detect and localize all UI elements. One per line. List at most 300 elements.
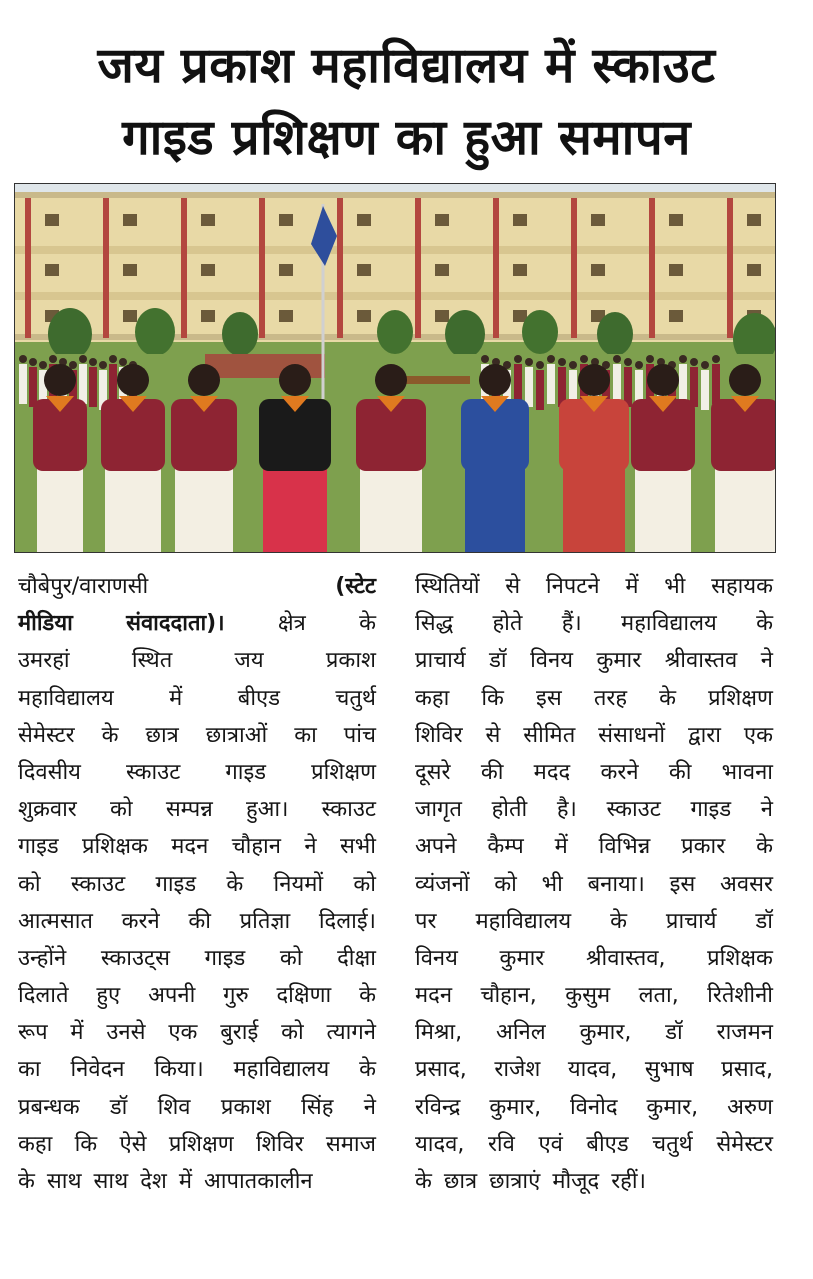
article-word: इस [536, 685, 562, 711]
article-word: महाविद्यालय [475, 908, 572, 934]
article-word: में [625, 574, 639, 599]
article-word: शिविर [415, 722, 463, 748]
student-head [580, 355, 588, 363]
window [279, 264, 293, 276]
window [123, 310, 137, 322]
article-word: की [668, 759, 692, 785]
article-word: सुभाष [644, 1057, 694, 1083]
student-head [690, 358, 698, 366]
article-line [415, 828, 773, 865]
headline-line-2: गाइड प्रशिक्षण का हुआ समापन [122, 109, 691, 166]
article-column-right [415, 568, 773, 1200]
student-lower [175, 464, 233, 552]
article-word: राजमन [716, 1020, 773, 1046]
article-word: सिद्ध [415, 611, 454, 637]
student [29, 367, 37, 407]
pillar [493, 198, 499, 338]
article-word: प्रशिक्षक [82, 834, 148, 860]
article-word: ने [363, 1094, 376, 1120]
student-lower [635, 464, 691, 552]
article-word: निपटने [545, 574, 600, 599]
article-word: ने [304, 834, 317, 860]
article-word: कुसुम [565, 983, 611, 1009]
article-word: स्काउट [70, 871, 126, 897]
student [712, 364, 720, 404]
window [513, 214, 527, 226]
student-head [729, 364, 761, 396]
article-word: प्रसाद, [721, 1057, 773, 1083]
article-word: जय [234, 648, 264, 674]
article-word: यादव, [567, 1057, 618, 1083]
article-word: कहा [18, 1131, 53, 1157]
pillar [649, 198, 655, 338]
article-word: जागृत [415, 797, 462, 823]
article-word: स्थितियों [415, 574, 480, 599]
student-head [29, 358, 37, 366]
article-line [18, 791, 376, 828]
student-head [49, 355, 57, 363]
article-word: विभिन्न [598, 834, 651, 860]
student [690, 367, 698, 407]
article-word: की [480, 759, 504, 785]
student-head [79, 355, 87, 363]
article-word: बीएड [237, 685, 280, 711]
article-line [415, 903, 773, 940]
article-word: पांच [343, 722, 376, 748]
article-word: एक [168, 1020, 198, 1046]
window [513, 264, 527, 276]
article-word: मौजूद [552, 1169, 600, 1194]
article-line [18, 1014, 376, 1051]
article-word: संवाददाता)। [126, 611, 225, 637]
article-word: का [294, 722, 317, 748]
article-word: श्रीवास्तव [664, 648, 738, 674]
article-line [18, 828, 376, 865]
window [45, 214, 59, 226]
article-word: बीएड [586, 1131, 629, 1157]
article-column-left [18, 568, 376, 1200]
article-line [18, 680, 376, 717]
article-word: गुरु [223, 983, 249, 1009]
article-word: में [70, 1020, 84, 1046]
window [669, 214, 683, 226]
article-word: अपने [415, 834, 457, 860]
window [201, 310, 215, 322]
student-head [624, 358, 632, 366]
article-line [415, 1089, 773, 1126]
article-word: प्रकार [681, 834, 726, 860]
article-word: सभी [339, 834, 376, 860]
article-word: लता, [638, 983, 679, 1009]
article-word: भावना [721, 759, 773, 785]
article-word: रहीं। [611, 1169, 646, 1194]
article-word: चतुर्थ [335, 685, 376, 711]
article-word: मदन [415, 983, 453, 1009]
window [123, 214, 137, 226]
article-line [18, 754, 376, 791]
article-word: का [18, 1057, 41, 1083]
article-word: प्रशिक्षक [707, 945, 773, 971]
article-word: किया। [154, 1057, 204, 1083]
article-word: मदद [533, 759, 571, 785]
article-word: डॉ [109, 1094, 128, 1120]
article-word: के [415, 1169, 432, 1194]
window [669, 264, 683, 276]
article-word: रविन्द्र [415, 1094, 461, 1120]
article-word: मीडिया [18, 611, 73, 637]
student-head [19, 355, 27, 363]
window [435, 310, 449, 322]
pillar [571, 198, 577, 338]
student-head [525, 358, 533, 366]
article-word: प्रबन्धक [18, 1094, 80, 1120]
student-head [188, 364, 220, 396]
article-word: पर [415, 908, 437, 934]
student-head [558, 358, 566, 366]
article-word: एवं [538, 1131, 563, 1157]
article-word: होती [491, 797, 528, 823]
student-lower [360, 464, 422, 552]
article-line [18, 1126, 376, 1163]
student-head [647, 364, 679, 396]
article-word: महाविद्यालय [621, 611, 717, 637]
article-word: बुराई [220, 1020, 259, 1046]
article-word: डॉ [755, 908, 773, 934]
article-word: स्काउट्स [100, 945, 171, 971]
article-word: महाविद्यालय [18, 685, 114, 711]
window [435, 214, 449, 226]
student-head [279, 364, 311, 396]
student [613, 364, 621, 404]
article-word: चौहान [231, 834, 281, 860]
window [201, 214, 215, 226]
student-torso [711, 399, 775, 471]
article-line [415, 1126, 773, 1163]
student-head [109, 355, 117, 363]
student-head [479, 364, 511, 396]
article-word: द्वारा [687, 722, 721, 748]
article-word: रवि [487, 1131, 515, 1157]
article-word: उन्होंने [18, 945, 67, 971]
article-word: छात्र [443, 1169, 478, 1194]
student-head [547, 355, 555, 363]
article-word: स्थित [131, 648, 173, 674]
article-line [18, 866, 376, 903]
pillar [103, 198, 109, 338]
news-photo [14, 183, 776, 553]
student [109, 364, 117, 404]
article-word: संसाधनों [598, 722, 666, 748]
article-word: उनसे [106, 1020, 146, 1046]
article-word: कुमार [596, 648, 642, 674]
article-word: हैं। [561, 611, 582, 637]
article-word: ने [760, 648, 773, 674]
article-word: को [110, 797, 133, 823]
article-line [415, 977, 773, 1014]
article-word: प्रशिक्षण [311, 759, 376, 785]
article-word: में [178, 1169, 192, 1194]
pillar [181, 198, 187, 338]
student-head [89, 358, 97, 366]
article-word: से [485, 722, 501, 748]
article-word: गाइड [690, 797, 732, 823]
article-line [415, 1051, 773, 1088]
pillar [415, 198, 421, 338]
article-line [415, 1163, 773, 1200]
student-head [701, 361, 709, 369]
article-line [415, 568, 773, 605]
article-word: हुआ। [245, 797, 289, 823]
article-word: दिलाते [18, 983, 69, 1009]
window [279, 214, 293, 226]
article-word: यादव, [415, 1131, 465, 1157]
article-word: अपनी [148, 983, 196, 1009]
article-word: स्काउट [606, 797, 661, 823]
article-word: महाविद्यालय [233, 1057, 330, 1083]
article-word: हुए [96, 983, 121, 1009]
article-word: कहा [415, 685, 450, 711]
window [279, 310, 293, 322]
student-lower [465, 464, 525, 552]
article-word: राजेश [494, 1057, 541, 1083]
article-line [18, 605, 376, 642]
article-word: देश [140, 1169, 167, 1194]
article-word: ऐसे [119, 1131, 147, 1157]
article-word: चौबेपुर/वाराणसी [18, 574, 149, 599]
article-word: कि [74, 1131, 98, 1157]
article-word: होते [492, 611, 523, 637]
article-word: सम्पन्न [165, 797, 213, 823]
article-word: कैम्प [487, 834, 524, 860]
article-word: शुक्रवार [18, 797, 77, 823]
student [89, 367, 97, 407]
article-line [415, 717, 773, 754]
article-word: कि [481, 685, 504, 711]
student-lower [105, 464, 161, 552]
student [536, 370, 544, 410]
article-word: के [18, 1169, 35, 1194]
article-word: के [359, 611, 376, 637]
student-head [99, 361, 107, 369]
article-word: कुमार, [646, 1094, 699, 1120]
window [357, 264, 371, 276]
article-word: समाज [325, 1131, 376, 1157]
article-word: मदन [171, 834, 209, 860]
article-word: डॉ [489, 648, 507, 674]
article-word: नियमों [273, 871, 324, 897]
table [400, 376, 470, 384]
article-word: ने [760, 797, 773, 823]
article-word: के [359, 1057, 376, 1083]
article-word: कुमार [499, 945, 545, 971]
article-word: शिविर [255, 1131, 304, 1157]
window [201, 264, 215, 276]
pillar [25, 198, 31, 338]
article-line [18, 1089, 376, 1126]
article-line [415, 680, 773, 717]
article-word: डॉ [665, 1020, 683, 1046]
article-word: गाइड [18, 834, 59, 860]
student-lower [263, 464, 327, 552]
article-word: निवेदन [70, 1057, 125, 1083]
article-word: प्राचार्य [665, 908, 717, 934]
student-lower [563, 464, 625, 552]
article-line [415, 940, 773, 977]
article-word: विनय [415, 945, 458, 971]
student [525, 367, 533, 407]
article-word: छात्र [145, 722, 179, 748]
student-head [578, 364, 610, 396]
article-line [18, 977, 376, 1014]
window [747, 264, 761, 276]
article-word: सेमेस्टर [716, 1131, 773, 1157]
window [123, 264, 137, 276]
window [747, 214, 761, 226]
article-word: विनय [530, 648, 573, 674]
article-line [18, 717, 376, 754]
article-word: कुमार, [489, 1094, 542, 1120]
article-word: दक्षिणा [276, 983, 332, 1009]
article-word: व्यंजनों [415, 871, 470, 897]
article-word: इस [669, 871, 696, 897]
article-word: क्षेत्र [277, 611, 306, 637]
article-word: को [18, 871, 41, 897]
article-word: सीमित [523, 722, 576, 748]
article-word: है। [556, 797, 577, 823]
window [669, 310, 683, 322]
article-word: त्यागने [326, 1020, 376, 1046]
pillar [259, 198, 265, 338]
headline [10, 30, 803, 174]
article-word: स्काउट [126, 759, 181, 785]
article-word: प्रशिक्षण [168, 1131, 234, 1157]
article-word: चौहान, [480, 983, 537, 1009]
article-word: दिवसीय [18, 759, 81, 785]
student-lower [37, 464, 83, 552]
student [514, 364, 522, 404]
article-word: भी [541, 871, 563, 897]
article-word: प्रकाश [220, 1094, 271, 1120]
student-lower [715, 464, 775, 552]
student [547, 364, 555, 404]
student-head [613, 355, 621, 363]
article-line [18, 903, 376, 940]
article-word: के [359, 983, 376, 1009]
article-word: प्रशिक्षण [708, 685, 773, 711]
article-word: दीक्षा [337, 945, 376, 971]
article-line [415, 605, 773, 642]
article-word: कुमार, [579, 1020, 632, 1046]
article-word: साथ [93, 1169, 129, 1194]
article-word: अरुण [727, 1094, 773, 1120]
article-word: आपातकालीन [204, 1169, 313, 1194]
article-word: प्राचार्य [415, 648, 466, 674]
article-word: भी [664, 574, 686, 599]
student-head [514, 355, 522, 363]
article-word: बनाया। [587, 871, 645, 897]
article-word: को [353, 871, 376, 897]
article-word: में [554, 834, 568, 860]
article-word: शिव [157, 1094, 191, 1120]
article-word: सेमेस्टर [18, 722, 75, 748]
scout-guide-training-photo [15, 184, 775, 552]
article-word: दूसरे [415, 759, 451, 785]
article-line [415, 1014, 773, 1051]
student-head [44, 364, 76, 396]
article-word: को [279, 945, 303, 971]
window [435, 264, 449, 276]
student-head [117, 364, 149, 396]
article-word: विनोद [569, 1094, 618, 1120]
student [19, 364, 27, 404]
article-word: सिंह [301, 1094, 334, 1120]
article-word: के [610, 908, 627, 934]
article-word: के [659, 685, 677, 711]
student-head [39, 361, 47, 369]
window [357, 214, 371, 226]
window [591, 264, 605, 276]
window [357, 310, 371, 322]
article-word: सहायक [711, 574, 773, 599]
article-line [415, 791, 773, 828]
student-head [712, 355, 720, 363]
article-line [415, 754, 773, 791]
article-line [415, 642, 773, 679]
article-word: प्रसाद, [415, 1057, 467, 1083]
article-word: चतुर्थ [652, 1131, 693, 1157]
article-word: छात्राएं [489, 1169, 541, 1194]
window [45, 264, 59, 276]
article-line [18, 642, 376, 679]
article-word: रूप [18, 1020, 48, 1046]
student-head [646, 355, 654, 363]
article-word: के [101, 722, 119, 748]
article-line [18, 1051, 376, 1088]
student [624, 367, 632, 407]
article-word: साथ [46, 1169, 82, 1194]
student [79, 364, 87, 404]
article-word: छात्राओं [205, 722, 268, 748]
pillar [337, 198, 343, 338]
student-head [119, 358, 127, 366]
article-word: आत्मसात [18, 908, 93, 934]
student-head [635, 361, 643, 369]
article-line [18, 1163, 376, 1200]
article-word: गाइड [204, 945, 246, 971]
article-word: तरह [593, 685, 628, 711]
article-word: अवसर [720, 871, 773, 897]
article-word: अनिल [496, 1020, 546, 1046]
student-head [481, 355, 489, 363]
article-word: श्रीवास्तव, [585, 945, 666, 971]
article-word: स्काउट [321, 797, 376, 823]
student [679, 364, 687, 404]
article-word: उमरहां [18, 648, 70, 674]
article-word: को [494, 871, 517, 897]
student-head [569, 361, 577, 369]
article-word: के [226, 871, 244, 897]
article-word: गाइड [155, 871, 197, 897]
article-word: करने [600, 759, 639, 785]
pillar [727, 198, 733, 338]
article-word: रितेशीनी [707, 983, 773, 1009]
student [701, 370, 709, 410]
article-word: एक [743, 722, 773, 748]
article-word: से [505, 574, 521, 599]
article-word: के [756, 611, 773, 637]
article-word: गाइड [225, 759, 267, 785]
headline-line-1: जय प्रकाश महाविद्यालय में स्काउट [97, 37, 716, 94]
